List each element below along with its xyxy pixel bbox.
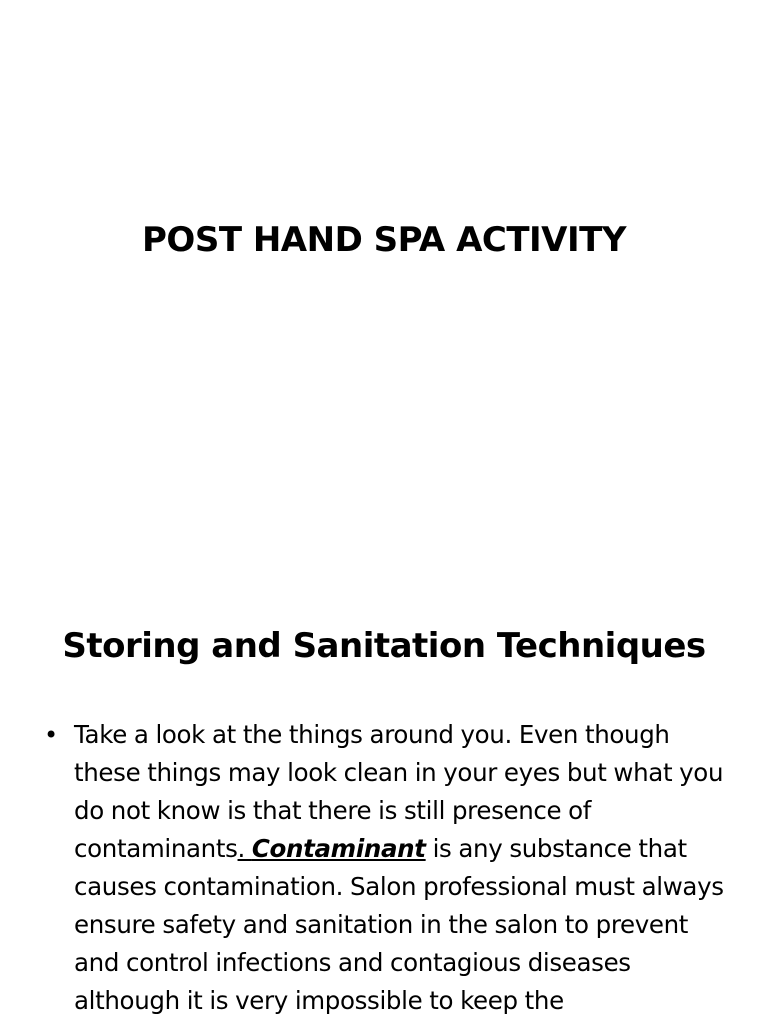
definition-term: Contaminant xyxy=(251,834,426,863)
bullet-icon: • xyxy=(44,721,58,749)
section-heading: Storing and Sanitation Techniques xyxy=(62,626,706,666)
bullet-text-definition: is any substance that causes contamination. Salon professional must always ensure safety and sanitation in the salon to prevent and control infections and contagious diseases although it is very impossible to keep the xyxy=(74,834,724,1015)
page-title: POST HAND SPA ACTIVITY xyxy=(142,220,626,260)
list-item xyxy=(44,716,724,1020)
bullet-list xyxy=(44,716,724,1020)
slide-storing-sanitation xyxy=(0,600,768,1024)
bullet-text-intro: Take a look at the things around you. Even though these things may look clean in your eyes but what you do not know is that there is still presence of contaminants xyxy=(74,720,724,863)
bullet-punctuation: . xyxy=(237,834,252,863)
